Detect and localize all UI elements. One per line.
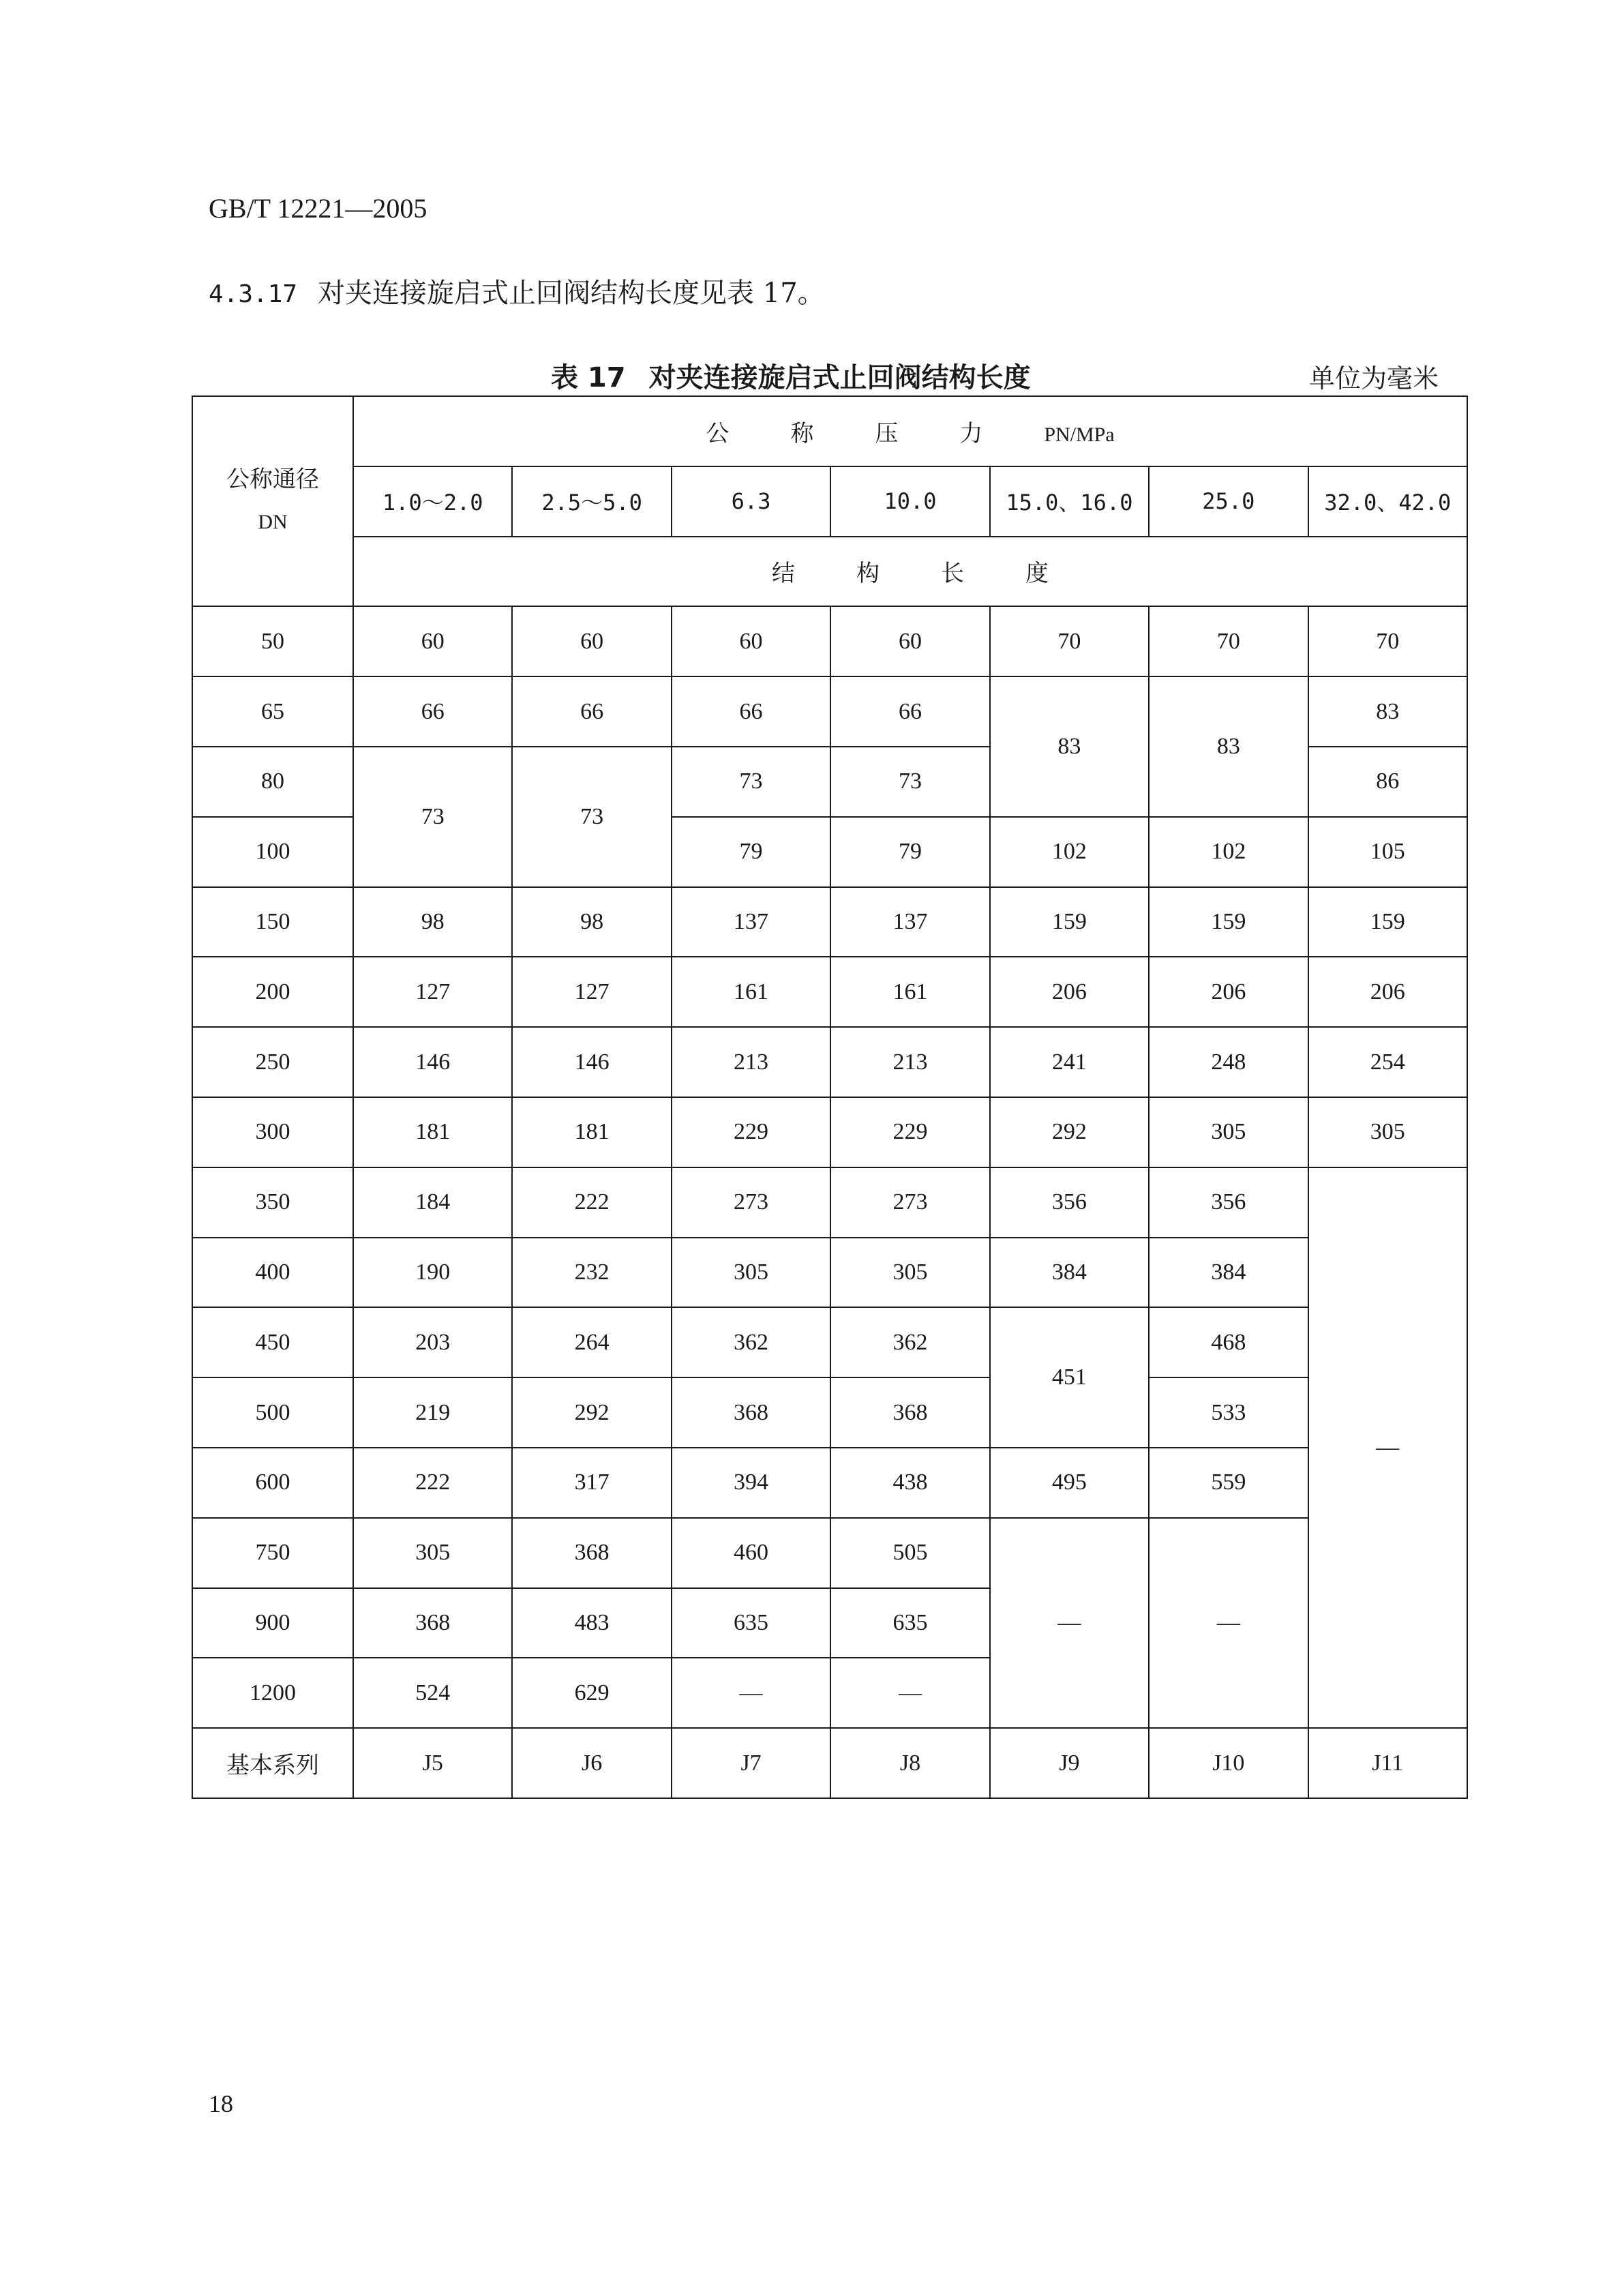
pressure-header-cell [353, 396, 1467, 466]
dn-cell: 450 [192, 1307, 353, 1377]
value-cell: 292 [512, 1377, 671, 1448]
dn-cell: 200 [192, 957, 353, 1027]
pressure-class-cell: 10.0 [830, 466, 989, 537]
series-cell: J5 [353, 1728, 512, 1798]
value-cell: 368 [512, 1518, 671, 1588]
value-cell: 203 [353, 1307, 512, 1377]
value-cell-merged: 83 [1149, 676, 1308, 817]
value-cell: 368 [830, 1377, 989, 1448]
page-number: 18 [209, 2090, 233, 2117]
value-cell: 137 [830, 887, 989, 957]
value-cell: 79 [830, 817, 989, 887]
table-row [192, 1167, 1467, 1238]
table-row [192, 1238, 1467, 1308]
series-cell: J7 [672, 1728, 830, 1798]
value-cell: 60 [830, 606, 989, 676]
table-caption [551, 356, 1031, 395]
value-cell: 356 [990, 1167, 1149, 1238]
series-row [192, 1728, 1467, 1798]
value-cell: 181 [353, 1097, 512, 1167]
value-cell: 468 [1149, 1307, 1308, 1377]
value-cell: — [672, 1658, 830, 1728]
value-cell: 292 [990, 1097, 1149, 1167]
value-cell: — [830, 1658, 989, 1728]
length-char: 度 [1025, 561, 1049, 587]
value-cell: 505 [830, 1518, 989, 1588]
value-cell: 219 [353, 1377, 512, 1448]
length-char: 结 [772, 561, 795, 587]
value-cell: 533 [1149, 1377, 1308, 1448]
clause-paragraph [209, 271, 825, 310]
value-cell: 438 [830, 1448, 989, 1518]
value-cell: 229 [830, 1097, 989, 1167]
value-cell: 213 [672, 1027, 830, 1097]
table-row [192, 887, 1467, 957]
pressure-class-cell: 2.5～5.0 [512, 466, 671, 537]
value-cell-merged: — [1149, 1518, 1308, 1728]
value-cell: 273 [830, 1167, 989, 1238]
series-label-cell: 基本系列 [192, 1728, 353, 1798]
table-title: 对夹连接旋启式止回阀结构长度 [648, 362, 1031, 393]
pressure-class-cell: 32.0、42.0 [1308, 466, 1467, 537]
dn-cell: 50 [192, 606, 353, 676]
value-cell: 206 [1308, 957, 1467, 1027]
dn-cell: 300 [192, 1097, 353, 1167]
value-cell: 305 [672, 1238, 830, 1308]
dn-cell: 750 [192, 1518, 353, 1588]
table-row [192, 1027, 1467, 1097]
value-cell: 384 [990, 1238, 1149, 1308]
value-cell: 161 [672, 957, 830, 1027]
value-cell: 460 [672, 1518, 830, 1588]
dn-cell: 80 [192, 747, 353, 817]
table-row [192, 676, 1467, 747]
value-cell-merged: — [990, 1518, 1149, 1728]
value-cell: 184 [353, 1167, 512, 1238]
pressure-class-cell: 1.0～2.0 [353, 466, 512, 537]
value-cell: 213 [830, 1027, 989, 1097]
value-cell: 635 [830, 1588, 989, 1658]
table-row [192, 1097, 1467, 1167]
value-cell: 98 [353, 887, 512, 957]
table-row [192, 1518, 1467, 1588]
pressure-char: 称 [790, 421, 814, 447]
table-unit: 单位为毫米 [1309, 363, 1439, 393]
value-cell: 264 [512, 1307, 671, 1377]
clause-text: 对夹连接旋启式止回阀结构长度见表 17。 [318, 278, 825, 309]
value-cell: 317 [512, 1448, 671, 1518]
value-cell: 66 [830, 676, 989, 747]
series-cell: J8 [830, 1728, 989, 1798]
value-cell: 102 [990, 817, 1149, 887]
series-cell: J6 [512, 1728, 671, 1798]
value-cell: 495 [990, 1448, 1149, 1518]
value-cell: 241 [990, 1027, 1149, 1097]
clause-number: 4.3.17 [209, 280, 298, 308]
table-number: 表 17 [551, 362, 626, 393]
value-cell: 524 [353, 1658, 512, 1728]
value-cell: 137 [672, 887, 830, 957]
dn-cell: 500 [192, 1377, 353, 1448]
structure-length-table [192, 396, 1468, 1799]
dn-cell: 900 [192, 1588, 353, 1658]
value-cell: 305 [830, 1238, 989, 1308]
value-cell: 159 [990, 887, 1149, 957]
value-cell: 273 [672, 1167, 830, 1238]
value-cell: 305 [353, 1518, 512, 1588]
value-cell: 305 [1308, 1097, 1467, 1167]
value-cell: 368 [672, 1377, 830, 1448]
series-cell: J11 [1308, 1728, 1467, 1798]
value-cell: 60 [672, 606, 830, 676]
dn-cell: 600 [192, 1448, 353, 1518]
pressure-class-cell: 6.3 [672, 466, 830, 537]
value-cell: 190 [353, 1238, 512, 1308]
value-cell: 248 [1149, 1027, 1308, 1097]
value-cell: 206 [1149, 957, 1308, 1027]
value-cell: 146 [353, 1027, 512, 1097]
value-cell: 66 [672, 676, 830, 747]
value-cell: 70 [990, 606, 1149, 676]
series-cell: J9 [990, 1728, 1149, 1798]
value-cell: 86 [1308, 747, 1467, 817]
value-cell-merged: — [1308, 1167, 1467, 1728]
value-cell: 102 [1149, 817, 1308, 887]
dn-cell: 250 [192, 1027, 353, 1097]
dn-cell: 100 [192, 817, 353, 887]
header-row-classes [192, 466, 1467, 537]
value-cell-merged: 451 [990, 1307, 1149, 1448]
pressure-class-cell: 25.0 [1149, 466, 1308, 537]
dn-header-cell [192, 396, 353, 606]
table-row [192, 1448, 1467, 1518]
value-cell: 559 [1149, 1448, 1308, 1518]
value-cell: 483 [512, 1588, 671, 1658]
value-cell: 127 [512, 957, 671, 1027]
value-cell: 629 [512, 1658, 671, 1728]
value-cell: 73 [672, 747, 830, 817]
value-cell: 146 [512, 1027, 671, 1097]
value-cell: 159 [1308, 887, 1467, 957]
value-cell-merged: 73 [512, 747, 671, 887]
dn-cell: 400 [192, 1238, 353, 1308]
length-char: 构 [856, 561, 880, 587]
length-header-cell [353, 537, 1467, 607]
value-cell: 222 [512, 1167, 671, 1238]
table-row [192, 1377, 1467, 1448]
value-cell: 83 [1308, 676, 1467, 747]
value-cell: 105 [1308, 817, 1467, 887]
dn-header-label: 公称通径 [226, 467, 319, 493]
value-cell: 70 [1308, 606, 1467, 676]
dn-header-symbol: DN [258, 511, 288, 534]
table-row [192, 1307, 1467, 1377]
value-cell: 254 [1308, 1027, 1467, 1097]
value-cell: 368 [353, 1588, 512, 1658]
dn-cell: 65 [192, 676, 353, 747]
standard-code: GB/T 12221—2005 [209, 193, 427, 224]
value-cell: 60 [512, 606, 671, 676]
value-cell: 305 [1149, 1097, 1308, 1167]
value-cell: 206 [990, 957, 1149, 1027]
dn-cell: 150 [192, 887, 353, 957]
pressure-unit: PN/MPa [1044, 423, 1115, 446]
header-row-pressure [192, 396, 1467, 466]
value-cell: 127 [353, 957, 512, 1027]
pressure-char: 公 [706, 421, 730, 447]
dn-cell: 1200 [192, 1658, 353, 1728]
series-cell: J10 [1149, 1728, 1308, 1798]
pressure-char: 压 [875, 421, 899, 447]
table-row [192, 957, 1467, 1027]
value-cell: 384 [1149, 1238, 1308, 1308]
value-cell: 60 [353, 606, 512, 676]
value-cell: 394 [672, 1448, 830, 1518]
dn-cell: 350 [192, 1167, 353, 1238]
value-cell: 181 [512, 1097, 671, 1167]
value-cell: 229 [672, 1097, 830, 1167]
value-cell: 362 [672, 1307, 830, 1377]
value-cell: 66 [512, 676, 671, 747]
value-cell: 79 [672, 817, 830, 887]
value-cell: 222 [353, 1448, 512, 1518]
value-cell: 159 [1149, 887, 1308, 957]
value-cell-merged: 73 [353, 747, 512, 887]
pressure-char: 力 [959, 421, 983, 447]
value-cell: 66 [353, 676, 512, 747]
length-char: 长 [941, 561, 964, 587]
value-cell: 362 [830, 1307, 989, 1377]
value-cell: 232 [512, 1238, 671, 1308]
value-cell: 98 [512, 887, 671, 957]
pressure-class-cell: 15.0、16.0 [990, 466, 1149, 537]
header-row-length [192, 537, 1467, 607]
value-cell: 635 [672, 1588, 830, 1658]
value-cell: 70 [1149, 606, 1308, 676]
value-cell: 73 [830, 747, 989, 817]
value-cell: 161 [830, 957, 989, 1027]
value-cell: 356 [1149, 1167, 1308, 1238]
value-cell-merged: 83 [990, 676, 1149, 817]
table-row [192, 606, 1467, 676]
